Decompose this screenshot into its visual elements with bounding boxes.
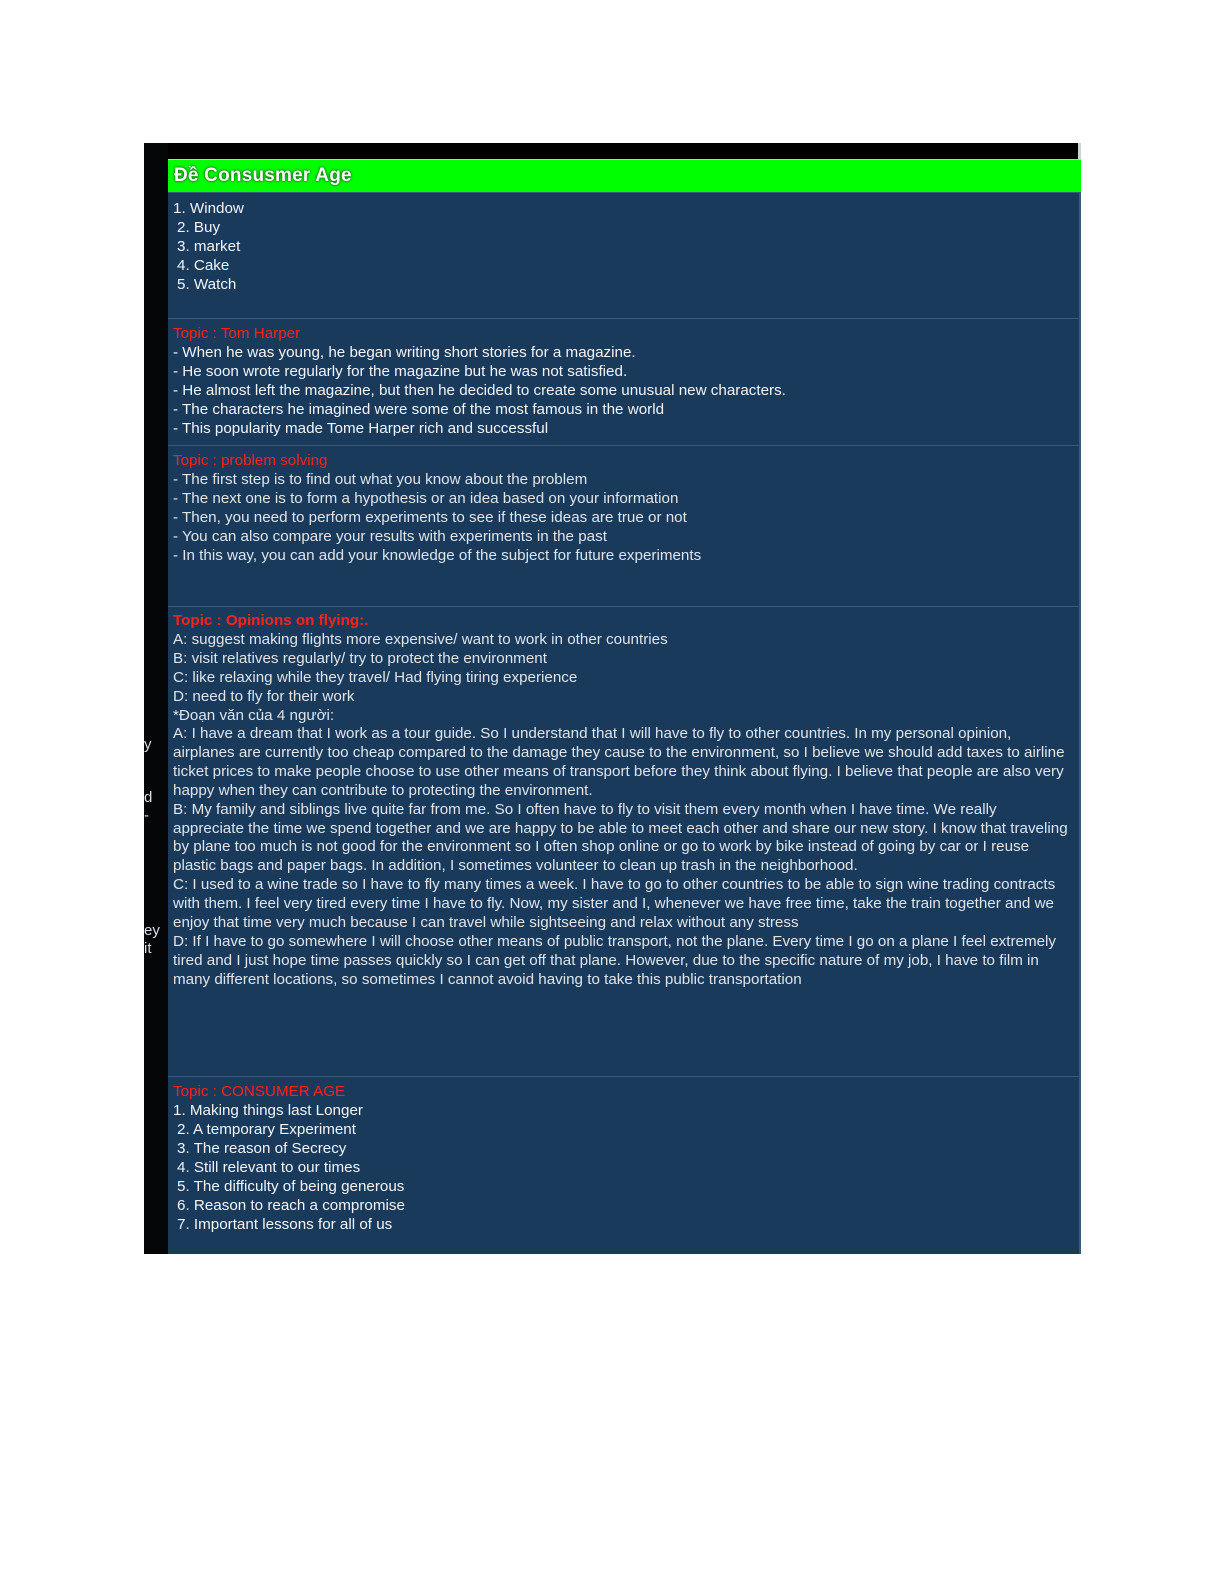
left-fragment: ey bbox=[144, 922, 160, 939]
section-opinions-on-flying bbox=[168, 606, 1081, 1076]
left-fragment: it bbox=[144, 940, 152, 957]
paragraph: B: My family and siblings live quite far from me. So I often have to fly to visit them every month when I have time. We really appreciate the time we spend together and we are happy to be able to meet each other and share our new story. I know that traveling by plane too much is not good for the environment so I often shop online or go to work by bike instead of going by car or I reuse plastic bags and paper bags. In addition, I sometimes volunteer to clean up trash in the neighborhood. bbox=[173, 800, 1068, 875]
list-item: 4. Still relevant to our times bbox=[177, 1159, 361, 1176]
list-item: 4. Cake bbox=[177, 257, 230, 274]
left-fragment: d bbox=[144, 789, 153, 806]
list-item: - The first step is to find out what you know about the problem bbox=[173, 471, 588, 488]
list-item: 6. Reason to reach a compromise bbox=[177, 1197, 405, 1214]
list-item: 1. Window bbox=[173, 200, 244, 217]
paragraph: D: If I have to go somewhere I will choose other means of public transport, not the plane. Every time I go on a plane I feel extremely tired and I just hope time passes quickly so I can get off that plane. However, due to the specific nature of my job, I have to film in many different locations, so sometimes I cannot avoid having to take this public transportation bbox=[173, 932, 1057, 988]
list-item: - He almost left the magazine, but then he decided to create some unusual new characters. bbox=[173, 382, 786, 399]
section-tom-harper bbox=[168, 318, 1081, 445]
top-black-bar bbox=[168, 143, 1081, 159]
section-problem-solving bbox=[168, 445, 1081, 606]
list-item: 2. Buy bbox=[177, 219, 221, 236]
list-item: 3. market bbox=[177, 238, 241, 255]
section-word-list bbox=[168, 192, 1081, 318]
list-item: 5. The difficulty of being generous bbox=[177, 1178, 405, 1195]
document-sheet bbox=[144, 143, 1081, 1254]
list-item: 5. Watch bbox=[177, 276, 237, 293]
section-consumer-age bbox=[168, 1076, 1081, 1254]
list-item: - Then, you need to perform experiments to see if these ideas are true or not bbox=[173, 509, 687, 526]
topic-heading: Topic : problem solving bbox=[173, 452, 328, 469]
topic-heading: Topic : CONSUMER AGE bbox=[173, 1083, 346, 1100]
topic-heading: Topic : Opinions on flying:. bbox=[173, 612, 369, 629]
list-item: - You can also compare your results with experiments in the past bbox=[173, 528, 607, 545]
left-fragment: y bbox=[144, 736, 152, 753]
list-item: - The characters he imagined were some of the most famous in the world bbox=[173, 401, 665, 418]
paragraph: A: I have a dream that I work as a tour guide. So I understand that I will have to fly to other countries. In my personal opinion, airplanes are currently too cheap compared to the damage they cause to the environment, so I believe we should add taxes to airline ticket prices to make people choose to use other means of transport before they think about flying. I believe that people are also very happy when they can contribute to protecting the environment. bbox=[173, 725, 1065, 799]
summary-item: B: visit relatives regularly/ try to protect the environment bbox=[173, 650, 547, 667]
list-item: - This popularity made Tome Harper rich and successful bbox=[173, 420, 549, 437]
header-bar bbox=[168, 159, 1081, 193]
list-item: - In this way, you can add your knowledge of the subject for future experiments bbox=[173, 547, 702, 564]
list-item: 3. The reason of Secrecy bbox=[177, 1140, 347, 1157]
left-column-strip bbox=[144, 143, 168, 1254]
page-title: Đề Consusmer Age bbox=[174, 165, 352, 186]
sub-heading: *Đoạn văn của 4 người: bbox=[173, 707, 335, 724]
list-item: 7. Important lessons for all of us bbox=[177, 1216, 393, 1233]
topic-heading: Topic : Tom Harper bbox=[173, 325, 301, 342]
list-item: - He soon wrote regularly for the magazine but he was not satisfied. bbox=[173, 363, 628, 380]
right-border bbox=[1079, 192, 1081, 1254]
list-item: - The next one is to form a hypothesis or an idea based on your information bbox=[173, 490, 679, 507]
left-fragment: - bbox=[144, 807, 149, 824]
list-item: 2. A temporary Experiment bbox=[177, 1121, 356, 1138]
paragraph: C: I used to a wine trade so I have to fly many times a week. I have to go to other countries to be able to sign wine trading contracts with them. I feel very tired every time I have to fly. Now, my sister and I, whenever we have free time, take the train together and we enjoy that time very much because I can travel while sightseeing and relax without any stress bbox=[173, 876, 1056, 932]
summary-item: A: suggest making flights more expensive/ want to work in other countries bbox=[173, 631, 668, 648]
summary-item: D: need to fly for their work bbox=[173, 688, 355, 705]
list-item: - When he was young, he began writing short stories for a magazine. bbox=[173, 344, 636, 361]
summary-item: C: like relaxing while they travel/ Had flying tiring experience bbox=[173, 669, 578, 686]
list-item: 1. Making things last Longer bbox=[173, 1102, 363, 1119]
